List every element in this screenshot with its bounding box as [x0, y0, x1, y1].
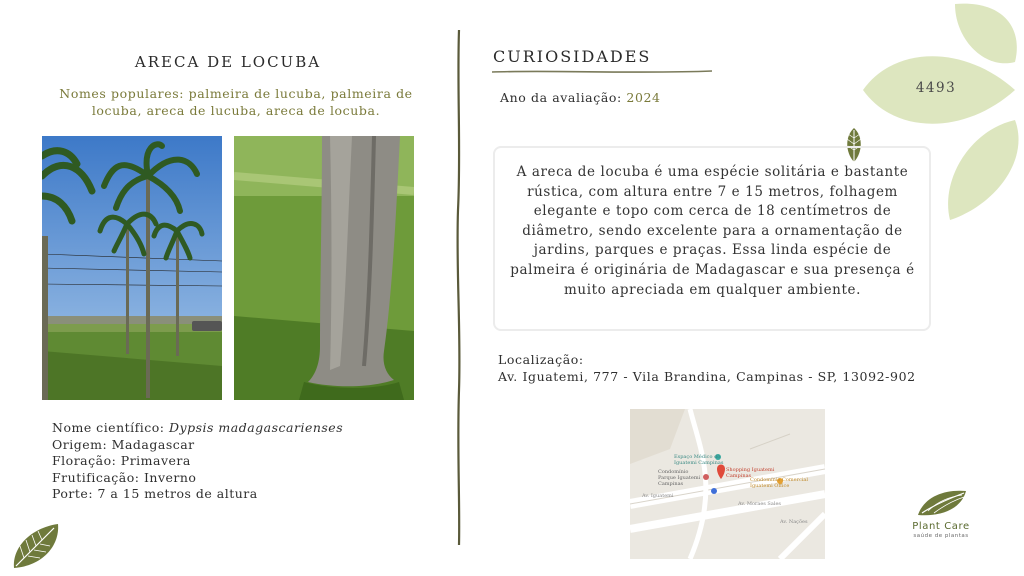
photo-palm-trees	[42, 136, 222, 400]
species-title: ARECA DE LOCUBA	[134, 53, 322, 71]
badge-id: 4493	[915, 80, 957, 96]
scientific-name-label: Nome científico:	[52, 420, 169, 435]
map-label-place2: Shopping Iguatemi Campinas	[726, 467, 775, 479]
curiosities-heading: CURIOSIDADES	[493, 47, 652, 66]
popular-names: Nomes populares: palmeira de lucuba, palmeira de locuba, areca de lucuba, areca de locuba.	[59, 86, 413, 118]
decorative-leaf-bottom-left-icon	[10, 522, 62, 570]
fruiting-line: Frutificação: Inverno	[52, 469, 197, 485]
flowering-line: Floração: Primavera	[52, 453, 191, 468]
evaluation-year-value: 2024	[626, 90, 661, 105]
species-details	[52, 420, 432, 503]
photo-palm-trunk	[234, 136, 414, 400]
map-label-street2: Av. Moraes Sales	[738, 501, 781, 507]
description-text: A areca de locuba é uma espécie solitária e bastante rústica, com altura entre 7 e 15 metros, folhagem elegante e topo com cerca de 18 centímetros de diâmetro, sendo excelente para a ornamentação de jardins, parques e praças. Essa linda espécie de palmeira é originária de Madagascar e sua presença é muito apreciada em qualquer ambiente.	[510, 164, 915, 298]
scientific-name: Dypsis madagascarienses	[169, 420, 344, 435]
location-label: Localização:	[498, 352, 584, 367]
scientific-name-line	[52, 420, 432, 437]
map-label-place4: Condomínio Comercial Iguatemi Office	[750, 477, 808, 489]
location-map[interactable]	[630, 409, 825, 559]
size-line: Porte: 7 a 15 metros de altura	[52, 486, 258, 501]
heading-underline	[492, 69, 714, 75]
map-label-street3: Av. Nações	[780, 519, 808, 525]
map-label-place1: Espaço Médico do Iguatemi Campinas	[674, 454, 724, 466]
location-address[interactable]: Av. Iguatemi, 777 - Vila Brandina, Campinas - SP, 13092-902	[498, 369, 916, 384]
brand-tagline: saúde de plantas	[913, 533, 969, 539]
vertical-divider	[454, 30, 464, 545]
origin-line: Origem: Madagascar	[52, 436, 195, 452]
map-label-street1: Av. Iguatemi	[642, 493, 674, 499]
evaluation-year-label: Ano da avaliação:	[500, 90, 627, 105]
brand-logo-icon	[914, 487, 970, 519]
map-label-place3: Condomínio Parque Iguatemi Campinas	[658, 469, 701, 487]
evaluation-year	[500, 90, 661, 105]
brand-name: Plant Care	[912, 521, 970, 532]
